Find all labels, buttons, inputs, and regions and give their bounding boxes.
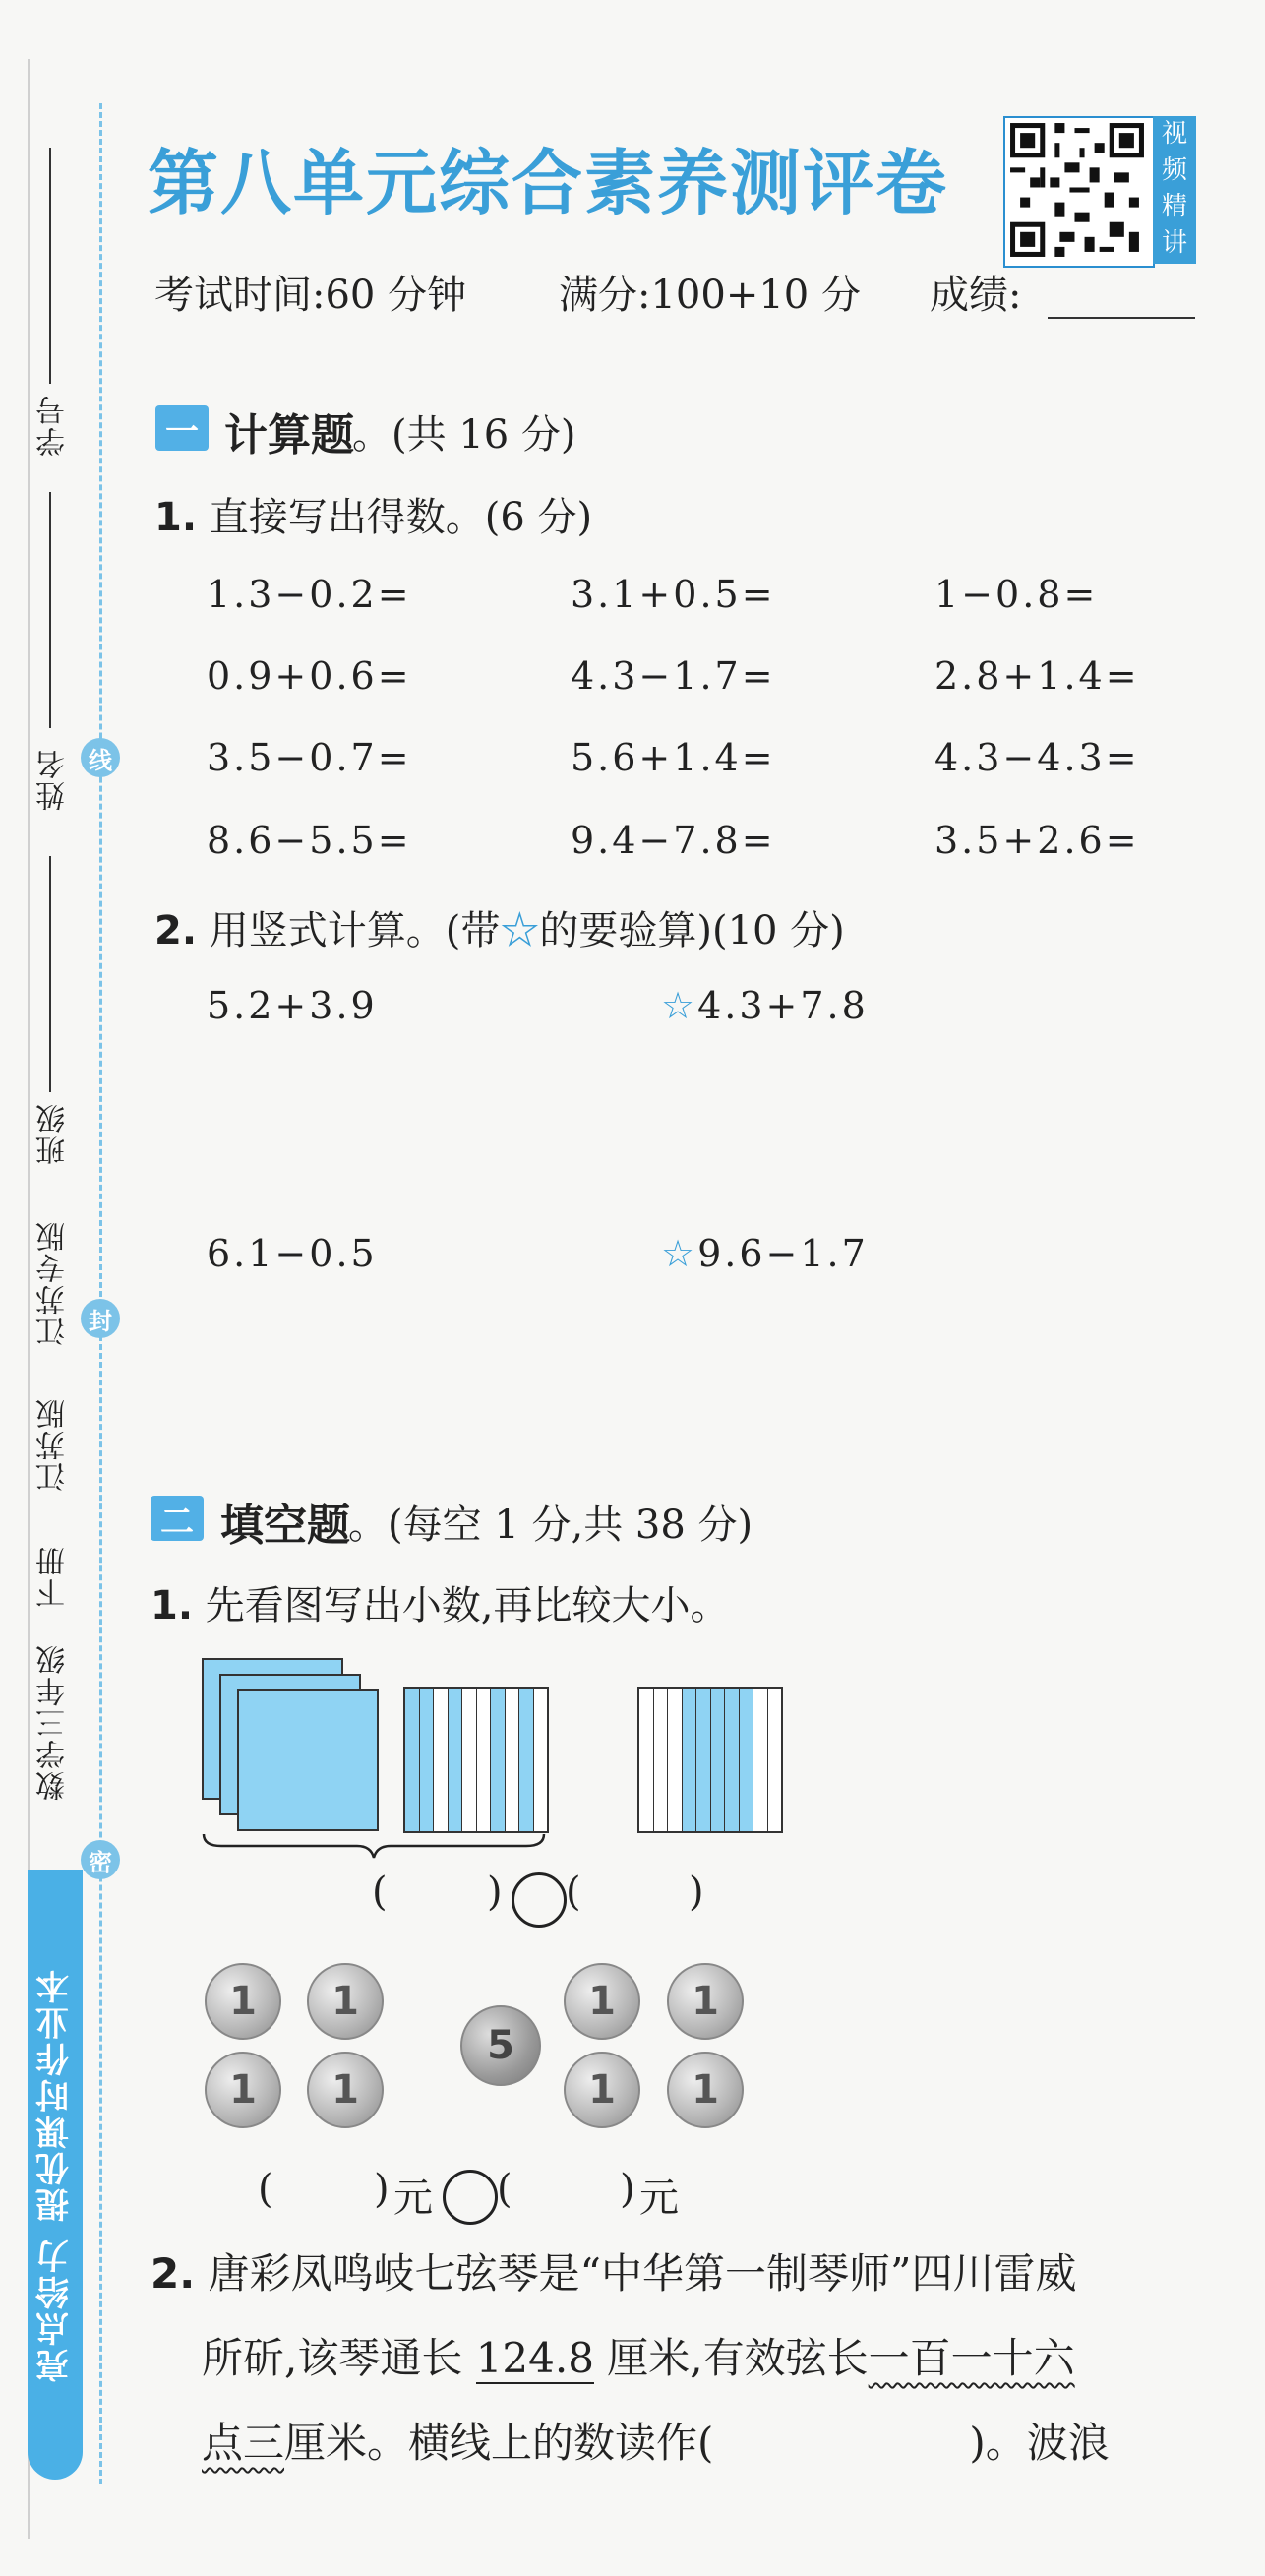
- one-yuan-coin: 1: [667, 2052, 744, 2128]
- one-yuan-coin: 1: [307, 2052, 384, 2128]
- line-badge: 线: [81, 738, 120, 777]
- one-yuan-coin: 1: [564, 1963, 640, 2040]
- name-label: 姓名: [36, 748, 71, 811]
- s2-q2-line3: [151, 2401, 1193, 2485]
- grid-strip-shaded: [725, 1689, 740, 1831]
- grid-strip-shaded: [420, 1689, 435, 1831]
- s1-q2-text-a: 用竖式计算。(带: [209, 908, 501, 953]
- stacked-squares-figure: [202, 1658, 398, 1835]
- s1-q2-text-b: 的要验算)(10 分): [539, 908, 845, 953]
- answer-blank[interactable]: [521, 2189, 610, 2199]
- vertical-calc-item-starred[interactable]: [661, 984, 869, 1027]
- answer-paren-open: (: [497, 2167, 512, 2212]
- answer-paren-open: (: [566, 1870, 581, 1915]
- grid-strip-shaded: [683, 1689, 697, 1831]
- class-blank[interactable]: [49, 856, 51, 1092]
- section2-note: 。(每空 1 分,共 38 分): [348, 1503, 753, 1548]
- qr-video-tag: 视频精讲: [1153, 116, 1196, 264]
- s1-q2: [154, 899, 845, 955]
- underlined-number: 124.8: [475, 2334, 594, 2382]
- star-icon: ☆: [500, 908, 540, 953]
- grid-strip-shaded: [711, 1689, 726, 1831]
- seal-badge-2: 密: [81, 1840, 120, 1879]
- answer-paren-open: (: [258, 2167, 273, 2212]
- grid-strip: [477, 1689, 492, 1831]
- grid-strip: [654, 1689, 669, 1831]
- one-yuan-coin: 1: [205, 2052, 281, 2128]
- grid-strip-shaded: [696, 1689, 711, 1831]
- seal-badge: 封: [81, 1299, 120, 1338]
- page-title: 第八单元综合素养测评卷: [148, 142, 949, 224]
- answer-blank[interactable]: [398, 1894, 477, 1904]
- five-jiao-coin: 5: [460, 2005, 541, 2086]
- calc-item[interactable]: 4.3−4.3=: [934, 736, 1140, 779]
- student-id-blank[interactable]: [49, 148, 51, 384]
- s2-q1: [151, 1574, 729, 1630]
- answer-blank[interactable]: [285, 2189, 364, 2199]
- tenths-grid-left: [403, 1687, 549, 1833]
- vertical-calc-item-starred[interactable]: [661, 1232, 869, 1275]
- s1-q1: [154, 486, 592, 542]
- s1-q1-num: 1.: [154, 495, 198, 540]
- calc-item[interactable]: 9.4−7.8=: [571, 819, 776, 862]
- s2-q2-line2: [151, 2316, 1193, 2401]
- edition-label-1: 江苏专版: [36, 1220, 71, 1346]
- tenths-grid-right: [637, 1687, 783, 1833]
- vertical-calc-text: 4.3+7.8: [697, 984, 869, 1027]
- grid-strip: [639, 1689, 654, 1831]
- one-yuan-coin: 1: [205, 1963, 281, 2040]
- calc-item[interactable]: 2.8+1.4=: [934, 654, 1140, 698]
- cut-dashed-line: [99, 103, 102, 2484]
- s2-q2-text3a: 厘米。横线上的数读作(: [284, 2419, 714, 2467]
- yuan-unit: 元: [393, 2176, 433, 2221]
- compare-circle[interactable]: [443, 2170, 498, 2225]
- s2-q2-text3b: )。波浪: [969, 2419, 1110, 2467]
- name-blank[interactable]: [49, 492, 51, 728]
- grid-strip: [506, 1689, 520, 1831]
- section2-badge: 二: [151, 1496, 204, 1541]
- section1-badge: 一: [155, 405, 209, 451]
- grid-strip-shaded: [519, 1689, 534, 1831]
- s2-q2-text2a: 所斫,该琴通长: [202, 2334, 476, 2382]
- vertical-calc-text: 9.6−1.7: [697, 1232, 869, 1275]
- score-blank[interactable]: [1048, 317, 1195, 319]
- class-label: 班级: [36, 1102, 71, 1165]
- grid-strip: [534, 1689, 548, 1831]
- section1-title: 计算题: [224, 410, 354, 460]
- exam-time: 考试时间:60 分钟: [154, 273, 467, 318]
- wavy-underlined-text: 一百一十六: [868, 2334, 1075, 2382]
- s2-q2-line1: [151, 2232, 1193, 2316]
- star-icon: ☆: [661, 1232, 698, 1275]
- s2-q2-text1: 唐彩凤鸣岐七弦琴是“中华第一制琴师”四川雷威: [208, 2249, 1077, 2298]
- s1-q1-text: 直接写出得数。(6 分): [209, 495, 593, 540]
- s2-q1-num: 1.: [151, 1583, 194, 1628]
- grid-strip-shaded: [740, 1689, 754, 1831]
- calc-item[interactable]: 1−0.8=: [934, 573, 1099, 616]
- subject-label: 数学三年级: [36, 1643, 71, 1801]
- calc-item[interactable]: 1.3−0.2=: [207, 573, 412, 616]
- star-icon: ☆: [661, 984, 698, 1027]
- grid-strip-shaded: [449, 1689, 463, 1831]
- calc-item[interactable]: 3.5+2.6=: [934, 819, 1140, 862]
- s2-q2-num: 2.: [151, 2249, 196, 2298]
- qr-code-pattern: [1005, 118, 1149, 262]
- grid-strip: [434, 1689, 449, 1831]
- student-id-label: 学号: [36, 394, 71, 457]
- calc-item[interactable]: 4.3−1.7=: [571, 654, 776, 698]
- answer-paren-close: ): [374, 2167, 390, 2212]
- grid-strip: [753, 1689, 768, 1831]
- one-yuan-coin: 1: [667, 1963, 744, 2040]
- s2-q2-text2b: 厘米,有效弦长: [593, 2334, 869, 2382]
- vertical-calc-item[interactable]: 5.2+3.9: [207, 984, 378, 1027]
- compare-circle[interactable]: [512, 1872, 567, 1928]
- wavy-underlined-text: 点三: [202, 2419, 285, 2467]
- s2-q2: [151, 2232, 1193, 2485]
- brace-icon: [202, 1832, 546, 1860]
- full-score: 满分:100+10 分: [559, 273, 861, 318]
- grid-strip-shaded: [491, 1689, 506, 1831]
- grid-strip: [668, 1689, 683, 1831]
- answer-paren-close: ): [689, 1870, 704, 1915]
- section1-note: 。(共 16 分): [352, 412, 576, 458]
- one-yuan-coin: 1: [564, 2052, 640, 2128]
- calc-item[interactable]: 3.1+0.5=: [571, 573, 776, 616]
- s1-q2-num: 2.: [154, 908, 198, 953]
- brand-text: 亮点给力 提优课时作业本: [35, 1967, 76, 2382]
- calc-item[interactable]: 3.5−0.7=: [207, 736, 412, 779]
- grid-strip-shaded: [405, 1689, 420, 1831]
- calc-item[interactable]: 5.6+1.4=: [571, 736, 776, 779]
- answer-paren-close: ): [487, 1870, 503, 1915]
- calc-item[interactable]: 8.6−5.5=: [207, 819, 412, 862]
- calc-item[interactable]: 0.9+0.6=: [207, 654, 412, 698]
- qr-code[interactable]: [1003, 116, 1155, 268]
- answer-paren-open: (: [372, 1870, 388, 1915]
- answer-blank[interactable]: [590, 1894, 679, 1904]
- grid-strip: [462, 1689, 477, 1831]
- score-label: 成绩:: [930, 273, 1022, 318]
- one-yuan-coin: 1: [307, 1963, 384, 2040]
- yuan-unit: 元: [639, 2176, 679, 2221]
- grid-strip: [768, 1689, 782, 1831]
- unit-square: [237, 1689, 379, 1831]
- section2-title: 填空题: [220, 1501, 350, 1551]
- vertical-calc-item[interactable]: 6.1−0.5: [207, 1232, 378, 1275]
- answer-paren-close: ): [620, 2167, 635, 2212]
- s2-q1-text: 先看图写出小数,再比较大小。: [205, 1583, 730, 1628]
- edition-label-2: 江苏版: [36, 1397, 71, 1492]
- volume-label: 下册: [36, 1545, 71, 1608]
